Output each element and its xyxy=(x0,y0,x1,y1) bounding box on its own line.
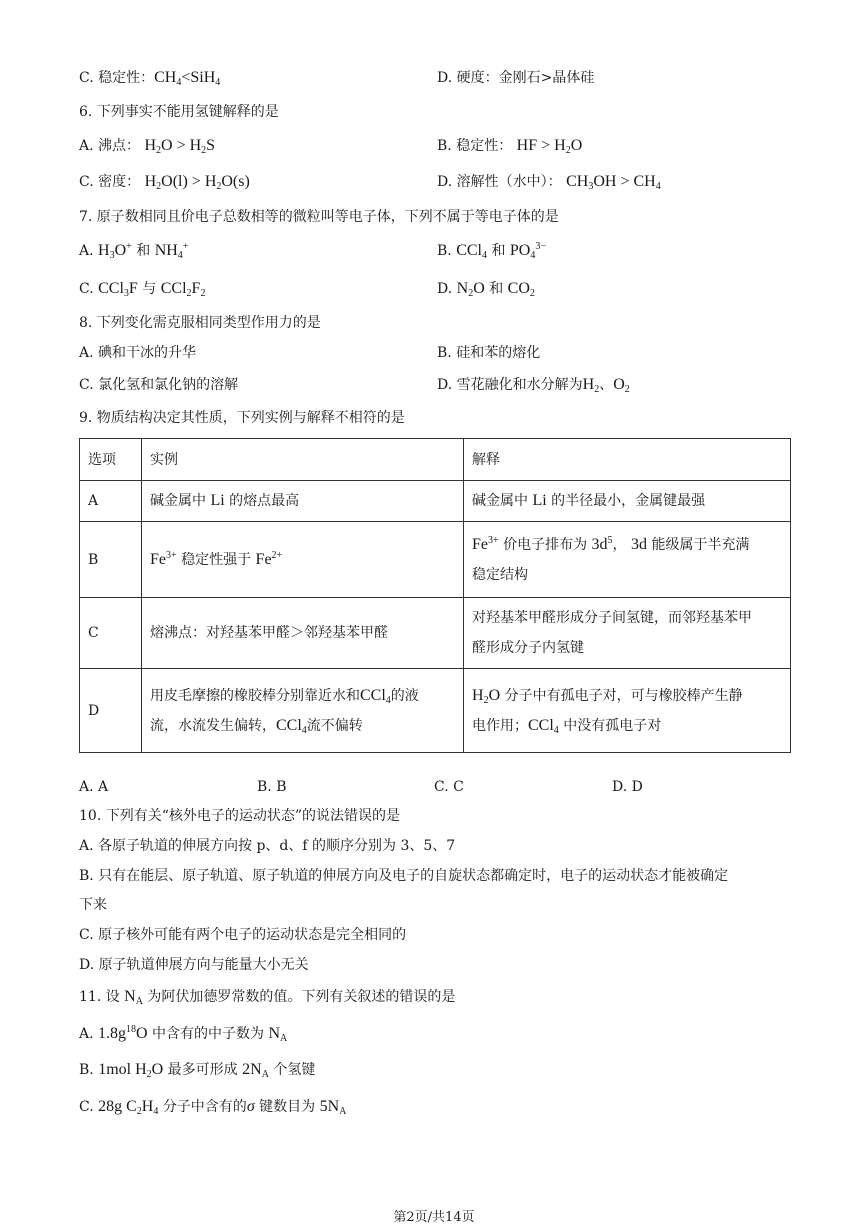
q6-option-b: B. 稳定性： HF > $H_2O$ xyxy=(437,137,583,156)
q10-option-d: D. 原子轨道伸展方向与能量大小无关 xyxy=(79,957,309,973)
q10-option-a: A. 各原子轨道的伸展方向按 p、d、f 的顺序分别为 3、5、7 xyxy=(79,838,456,854)
q6-option-c: C. 密度： $H_2O(l) > H_2O(s)$ xyxy=(79,173,250,192)
q6-option-d: D. 溶解性（水中）： $CH_3OH > CH_4$ xyxy=(437,173,661,192)
table-row: C 熔沸点：对羟基苯甲醛＞邻羟基苯甲醛 对羟基苯甲醛形成分子间氢键，而邻羟基苯甲 醛形成分子内氢键 xyxy=(80,598,791,669)
table-header-row xyxy=(80,439,791,481)
q5-option-c: C. 稳定性：$CH_4<SiH_4$ xyxy=(79,69,221,88)
q8-option-a: A. 碘和干冰的升华 xyxy=(79,345,197,361)
q8-option-b: B. 硅和苯的熔化 xyxy=(437,345,541,361)
q8-stem: 8. 下列变化需克服相同类型作用力的是 xyxy=(79,315,321,331)
q7-option-d: D. $N_2O$ 和 $CO_2$ xyxy=(437,280,535,299)
q6-stem: 6. 下列事实不能用氢键解释的是 xyxy=(79,104,279,120)
q10-stem: 10. 下列有关“核外电子的运动状态”的说法错误的是 xyxy=(79,808,401,824)
q5-option-d: D. 硬度：金刚石>晶体硅 xyxy=(437,70,595,86)
q11-option-b: B. 1mol $H_2O$ 最多可形成 $2N_A$ 个氢键 xyxy=(79,1061,316,1080)
header-example: 实例 xyxy=(142,439,464,481)
table-row: A 碱金属中 Li 的熔点最高 碱金属中 Li 的半径最小，金属键最强 xyxy=(80,481,791,522)
q11-stem: 11. 设 $N_A$ 为阿伏加德罗常数的值。下列有关叙述的错误的是 xyxy=(79,988,456,1007)
table-row: B $Fe^{3+}$ 稳定性强于 $Fe^{2+}$ $Fe^{3+}$ 价电子排布为 $3d^5$， 3d 能级属于半充满 稳定结构 xyxy=(80,522,791,598)
q9-option-c: C. C xyxy=(434,779,464,795)
q7-option-a: A. $H_3O^+$ 和 $NH_4^+$ xyxy=(79,241,189,261)
q9-stem: 9. 物质结构决定其性质，下列实例与解释不相符的是 xyxy=(79,410,405,426)
q7-stem: 7. 原子数相同且价电子总数相等的微粒叫等电子体，下列不属于等电子体的是 xyxy=(79,209,559,225)
page-footer: 第2页/共14页 xyxy=(393,1210,475,1225)
q6-option-a: A. 沸点： $H_2O > H_2S$ xyxy=(79,137,216,156)
q10-option-c: C. 原子核外可能有两个电子的运动状态是完全相同的 xyxy=(79,927,407,943)
q9-option-a: A. A xyxy=(79,779,109,795)
q11-option-a: A. $1.8g^{18}O$ 中含有的中子数为 $N_A$ xyxy=(79,1024,288,1044)
header-option: 选项 xyxy=(80,439,142,481)
q11-option-c: C. 28g $C_2H_4$ 分子中含有的σ 键数目为 $5N_A$ xyxy=(79,1098,347,1117)
q8-option-d: D. 雪花融化和水分解为$H_2$、$O_2$ xyxy=(437,376,630,395)
q7-option-c: C. CCl$_3$F 与 $CCl_2F_2$ xyxy=(79,280,206,299)
table-row: D 用皮毛摩擦的橡胶棒分别靠近水和CCl$_4$的液 流，水流发生偏转，CCl$_4$流不偏转 $H_2O$ 分子中有孤电子对，可与橡胶棒产生静 电作用；CCl$_4$ 中没有孤电子对 xyxy=(80,669,791,753)
q7-option-b: B. CCl$_4$ 和 $PO_4^{3-}$ xyxy=(437,241,546,261)
q9-option-b: B. B xyxy=(257,779,287,795)
q10-option-b: B. 只有在能层、原子轨道、原子轨道的伸展方向及电子的自旋状态都确定时，电子的运动状态才能被确定 xyxy=(79,868,729,884)
q9-option-d: D. D xyxy=(612,779,643,795)
q9-table xyxy=(79,438,791,753)
header-explanation: 解释 xyxy=(464,439,791,481)
q8-option-c: C. 氯化氢和氯化钠的溶解 xyxy=(79,377,239,393)
q10-option-b-cont: 下来 xyxy=(79,897,107,913)
